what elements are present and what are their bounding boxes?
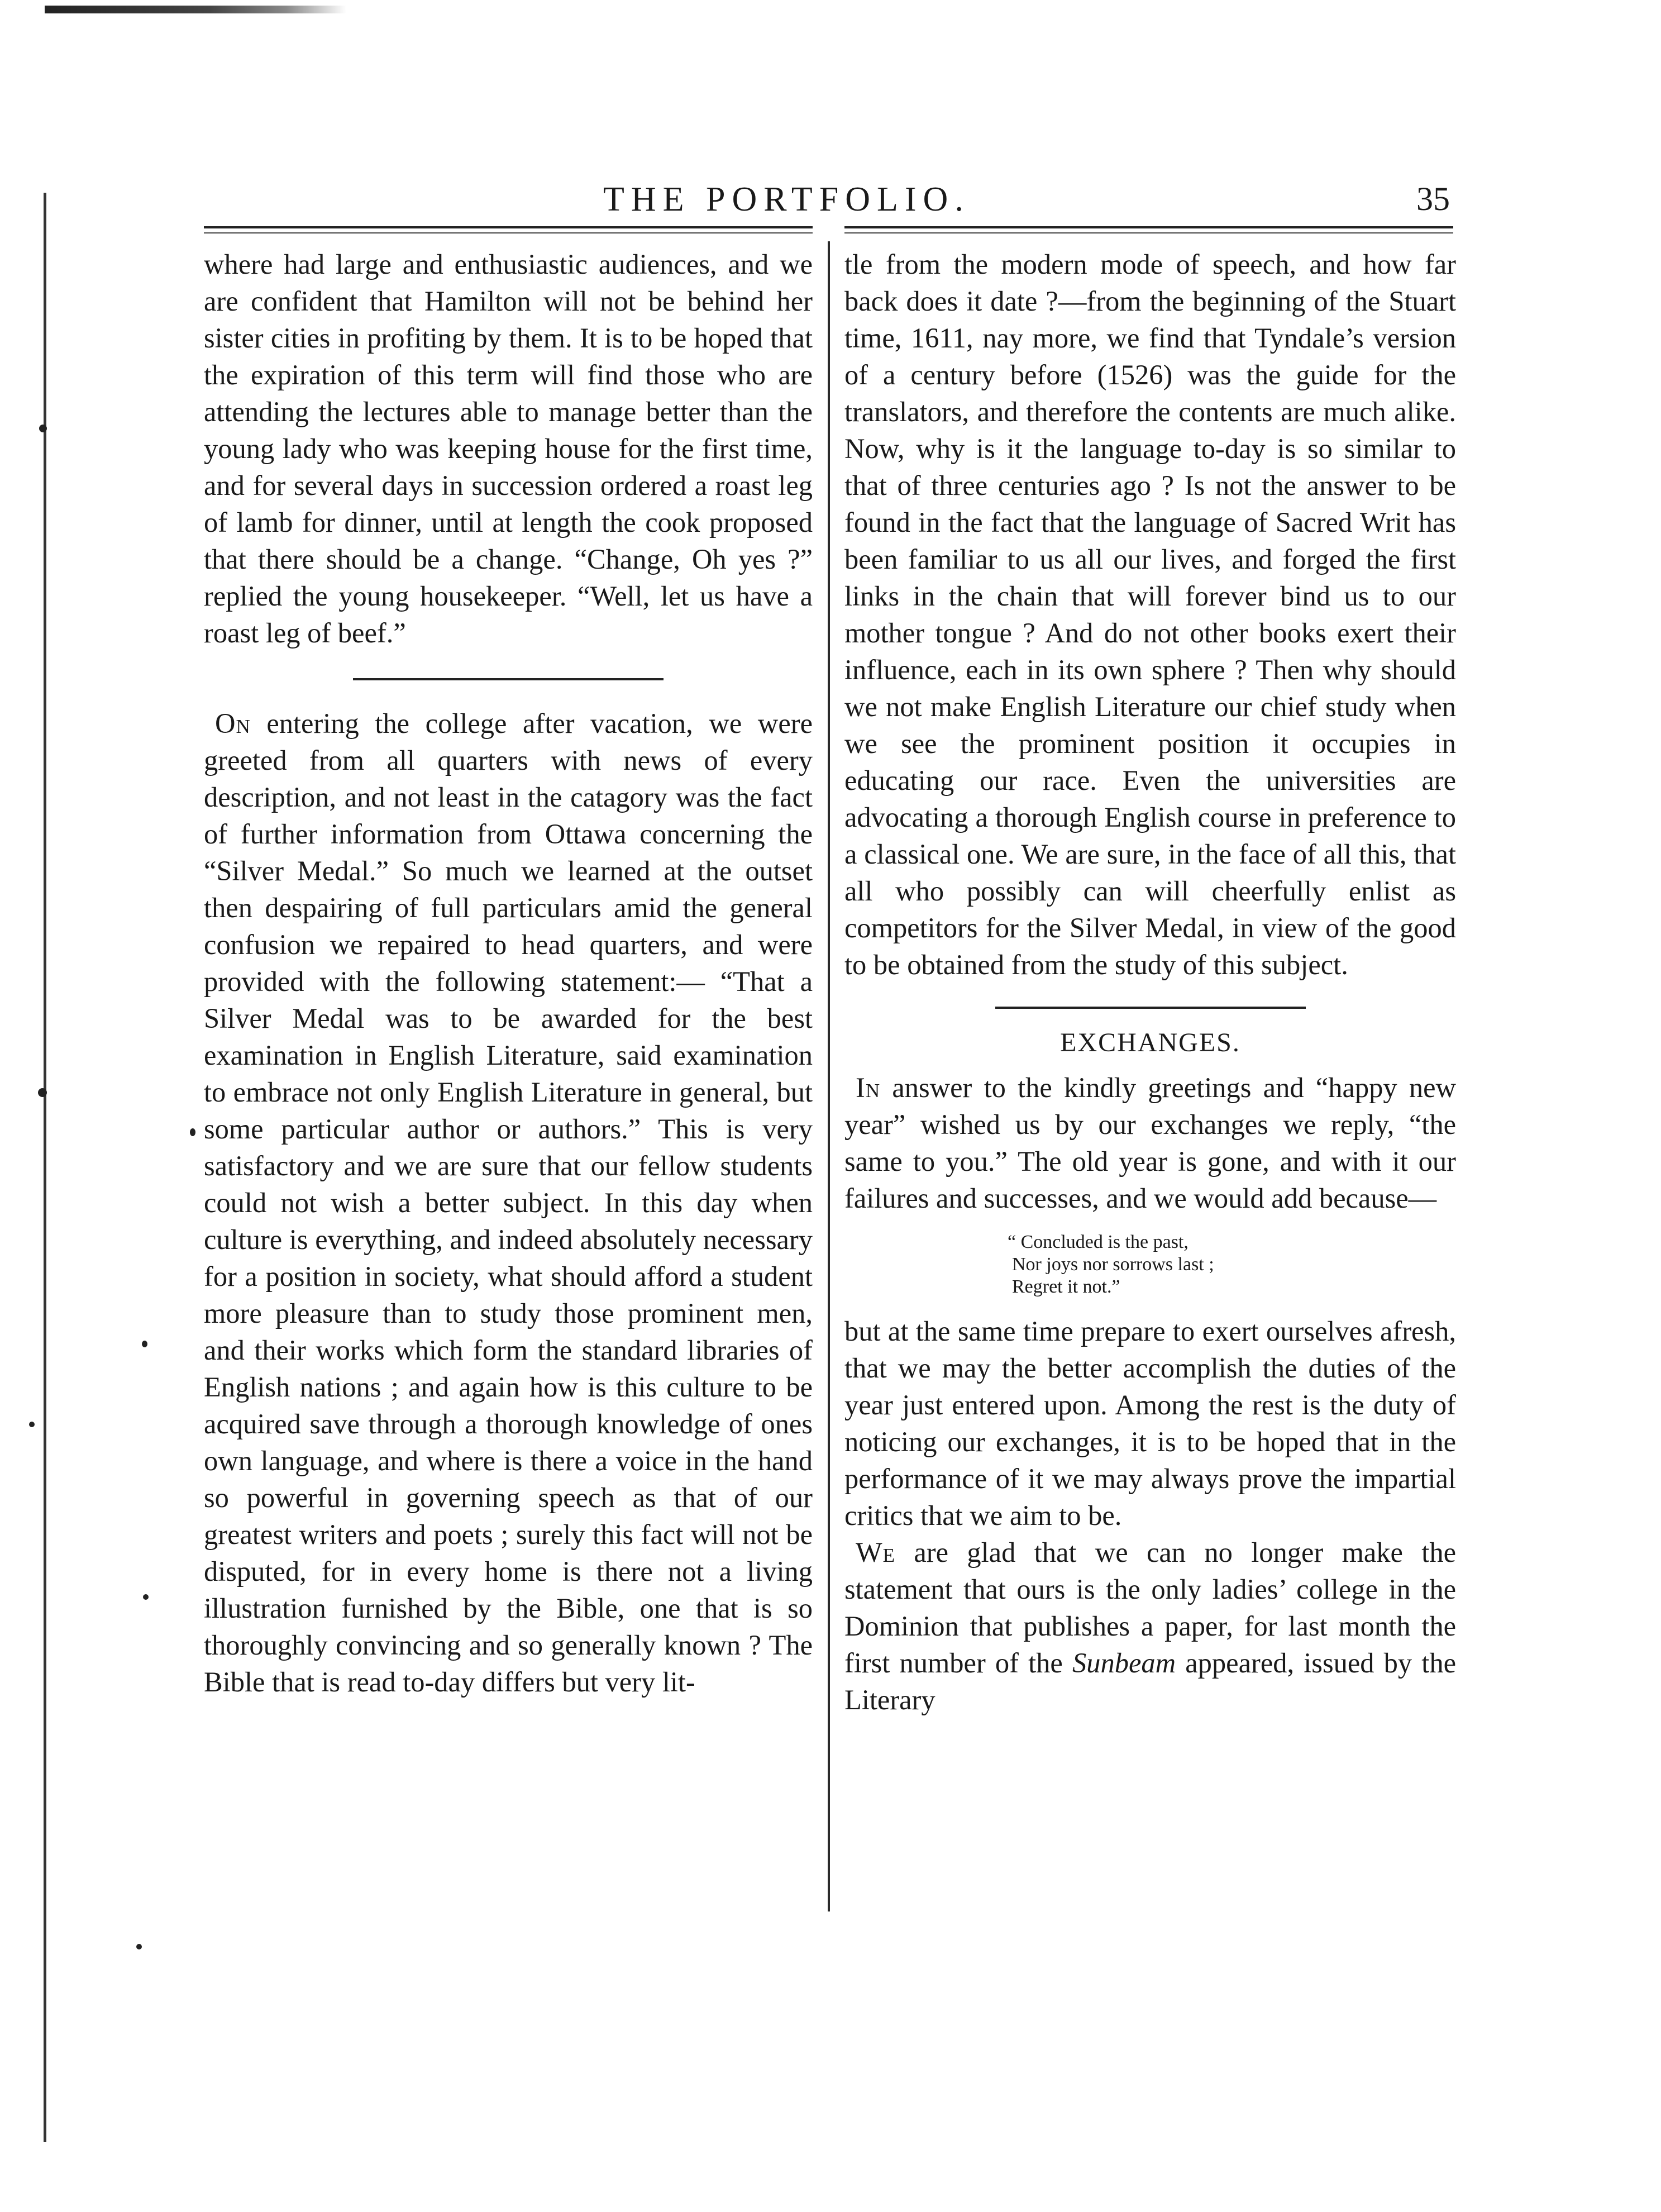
verse-line: Nor joys nor sorrows last ; <box>1012 1254 1214 1275</box>
paragraph-exchanges-duty: but at the same time prepare to exert ourselves afresh, that we may the better accomplish the duties of the year just entered upon. Among the rest is the duty of noticing our exchanges, it is to be hoped that in the performance of it we may always prove the impartial critics that we aim to be. <box>844 1315 1456 1531</box>
left-column <box>204 246 813 1700</box>
section-separator <box>995 1007 1306 1009</box>
edge-mark <box>38 1088 47 1097</box>
paragraph-greetings <box>844 1069 1456 1217</box>
edge-mark <box>142 1341 147 1347</box>
paragraph-lead-word: We <box>856 1537 896 1568</box>
edge-mark <box>143 1594 149 1600</box>
edge-mark <box>136 1944 142 1949</box>
verse-line: Regret it not.” <box>1012 1276 1120 1297</box>
scan-artifact-bar <box>45 6 346 13</box>
header-rule <box>204 226 813 228</box>
edge-mark <box>190 1128 195 1136</box>
verse-quote <box>1008 1231 1456 1298</box>
edge-mark <box>39 425 47 432</box>
paragraph-body: entering the college after vacation, we were greeted from all quarters with news of every description, and not least in the catagory was the fact of further information from Ottawa concerning the “Silver Medal.” So much we learned at the outset then despairing of full particulars amid the general confusion we repaired to head quarters, and were provided with the following statement:— “That a Silver Medal was to be awarded for the best examination in English Literature, said examination to embrace not only English Literature in general, but some particular author or authors.” This is very satisfactory and we are sure that our fellow students could not wish a better subject. In this day when culture is everything, and indeed absolutely necessary for a position in society, what should afford a student more pleasure than to study those prominent men, and their works which form the standard libraries of English nations ; and again how is this culture to be acquired save through a thorough knowledge of ones own language, and where is there a voice in the hand so powerful in governing speech as that of our greatest writers and poets ; surely this fact will not be disputed, for in every home is there not a living illustration furnished by the Bible, one that is so thoroughly convincing and so generally known ? The Bible that is read to-day differs but very lit- <box>204 708 813 1698</box>
paragraph-lectures: where had large and enthusiastic audiences, and we are confident that Hamilton will not be behind her sister cities in profiting by them. It is to be hoped that the expiration of this term will find those who are attending the lectures able to manage better than the young lady who was keeping house for the first time, and for several days in succession ordered a roast leg of lamb for dinner, until at length the cook proposed that there should be a change. “Change, Oh yes ?” replied the young housekeeper. “Well, let us have a roast leg of beef.” <box>204 249 813 649</box>
paragraph-body: answer to the kindly greetings and “happy new year” wished us by our exchanges we reply, “the same to you.” The old year is gone, and with it our failures and successes, and we would add because— <box>844 1072 1456 1214</box>
page-number: 35 <box>1416 180 1450 217</box>
paragraph-body: are glad that we can no longer make the statement that ours is the only ladies’ college in the Dominion that publishes a paper, for last month the first number of the <box>844 1537 1456 1679</box>
section-heading-exchanges: EXCHANGES. <box>1060 1028 1240 1057</box>
paragraph-silver-medal <box>204 705 813 1700</box>
paragraph-english-literature: tle from the modern mode of speech, and how far back does it date ?—from the beginning of the Stuart time, 1611, nay more, we find that Tyndale’s version of a century before (1526) was the guide for the translators, and therefore the contents are much alike. Now, why is it the language to-day is so similar to that of three centuries ago ? Is not the answer to be found in the fact that the language of Sacred Writ has been familiar to us all our lives, and forged the first links in the chain that will forever bind us to our mother tongue ? And do not other books exert their influence, each in its own sphere ? Then why should we not make English Literature our chief study when we see the prominent position it occupies in educating our race. Even the universities are advocating a thorough English course in preference to a classical one. We are sure, in the face of all this, that all who possibly can will cheerfully enlist as competitors for the Silver Medal, in view of the good to be obtained from the study of this subject. <box>844 249 1456 980</box>
verse-line: “ Concluded is the past, <box>1008 1232 1189 1252</box>
running-header <box>0 180 1661 218</box>
publication-title-sunbeam: Sunbeam <box>1072 1647 1176 1679</box>
paragraph-lead-word: On <box>215 708 251 739</box>
column-divider <box>828 241 830 1911</box>
paragraph-lead-word: In <box>856 1072 881 1103</box>
header-rule-thin <box>844 232 1453 233</box>
binding-edge-line <box>44 193 46 2142</box>
paragraph-body-end: appeared, issued by the Literary <box>844 1647 1456 1715</box>
header-rule <box>844 226 1453 228</box>
right-column <box>844 246 1456 1718</box>
journal-title: THE PORTFOLIO. <box>603 180 970 218</box>
paragraph-sunbeam <box>844 1534 1456 1718</box>
section-separator <box>353 678 664 680</box>
edge-mark <box>29 1422 35 1427</box>
header-rule-thin <box>204 232 813 233</box>
